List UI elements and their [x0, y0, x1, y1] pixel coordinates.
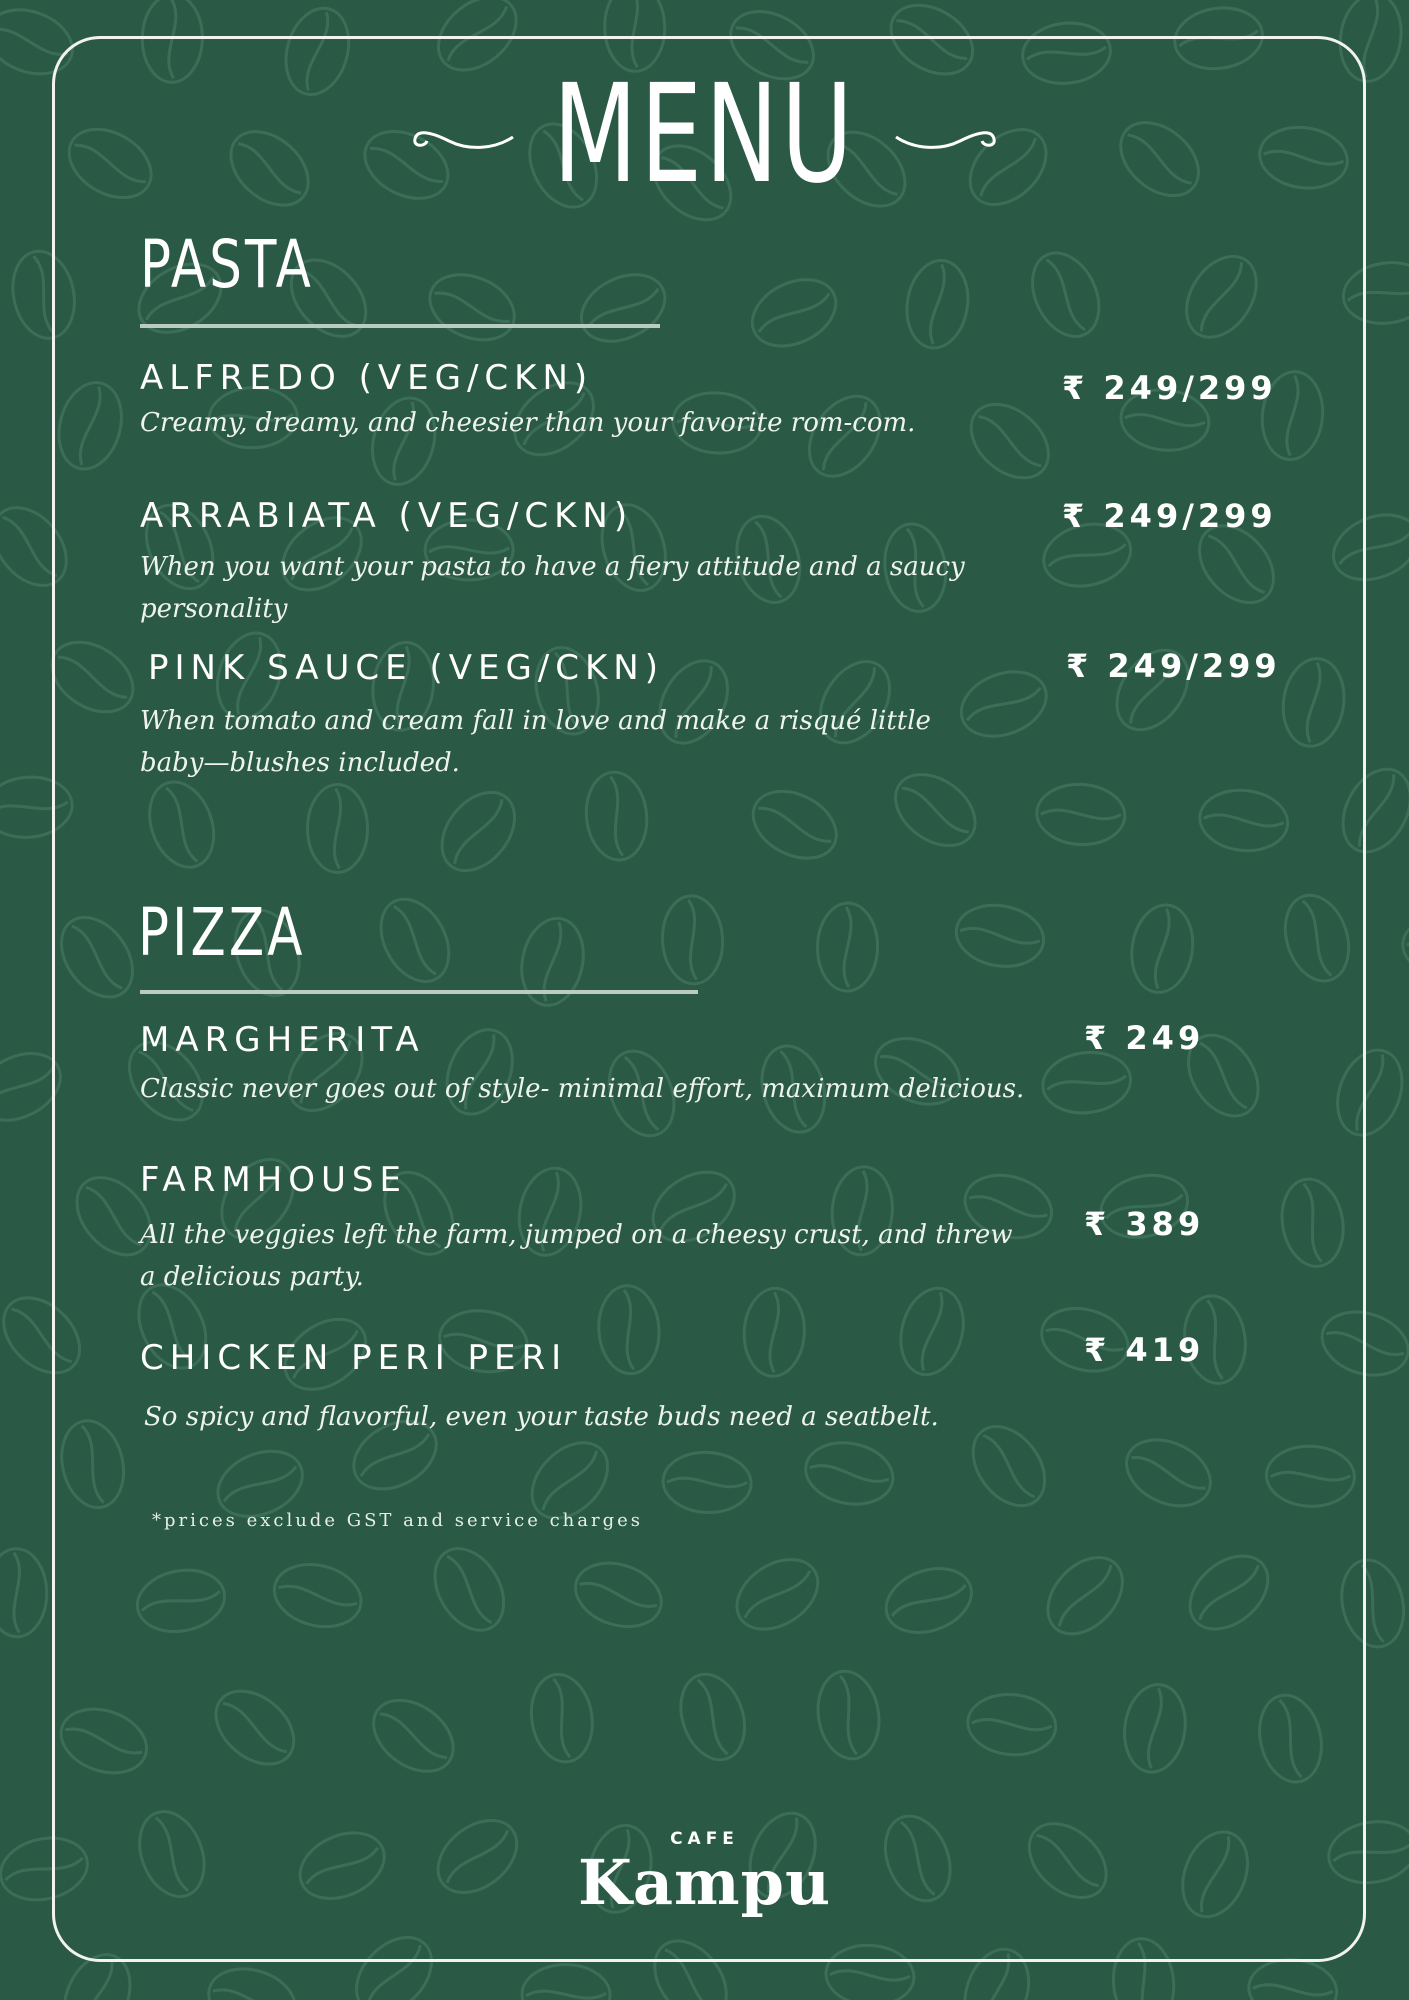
menu-item-price: ₹ 249/299 — [1062, 369, 1277, 407]
coffee-bean-icon — [0, 1548, 47, 1637]
menu-item-price: ₹ 249/299 — [1062, 497, 1277, 535]
menu-item-name: MARGHERITA — [140, 1020, 425, 1060]
menu-item-description: So spicy and flavorful, even your taste buds need a seatbelt. — [144, 1402, 939, 1432]
menu-item-description: All the veggies left the farm, jumped on a cheesy crust, and threw a delicious party. — [140, 1220, 1013, 1292]
menu-item-description: When tomato and cream fall in love and make a risqué little baby—blushes included. — [140, 706, 931, 778]
menu-header — [0, 56, 1409, 214]
menu-item-name: ARRABIATA (VEG/CKN) — [140, 496, 634, 536]
menu-item-name: CHICKEN PERI PERI — [140, 1338, 568, 1378]
coffee-bean-icon — [1399, 1405, 1409, 1511]
section-divider — [140, 324, 660, 328]
swash-right-ornament — [890, 115, 1000, 155]
coffee-bean-icon — [201, 1959, 302, 2000]
menu-item-description: When you want your pasta to have a fiery attitude and a saucy personality — [140, 552, 965, 624]
section-heading-pizza: PIZZA — [138, 894, 306, 971]
menu-item-price: ₹ 249 — [1084, 1019, 1205, 1057]
menu-item-price: ₹ 249/299 — [1066, 647, 1281, 685]
swash-left-ornament — [409, 115, 519, 155]
section-divider — [140, 990, 698, 994]
menu-item-name: ALFREDO (VEG/CKN) — [140, 358, 594, 398]
price-footnote: *prices exclude GST and service charges — [152, 1510, 644, 1531]
menu-item-name: PINK SAUCE (VEG/CKN) — [148, 648, 664, 688]
menu-item-description: Classic never goes out of style- minimal effort, maximum delicious. — [140, 1074, 1025, 1104]
coffee-bean-icon — [522, 1964, 611, 2000]
coffee-bean-icon — [1246, 1956, 1339, 2000]
menu-item-name: FARMHOUSE — [140, 1160, 407, 1200]
cafe-logo — [0, 1828, 1409, 1919]
logo-cafe-label: CAFE — [670, 1829, 739, 1849]
menu-item-description: Creamy, dreamy, and cheesier than your favorite rom-com. — [140, 408, 916, 438]
coffee-bean-icon — [1400, 913, 1409, 980]
menu-item-price: ₹ 389 — [1084, 1205, 1205, 1243]
section-heading-pasta: PASTA — [140, 226, 314, 303]
logo-brand-name: Kampu — [577, 1846, 832, 1919]
menu-item-price: ₹ 419 — [1084, 1331, 1205, 1369]
menu-title: MENU — [553, 56, 856, 214]
